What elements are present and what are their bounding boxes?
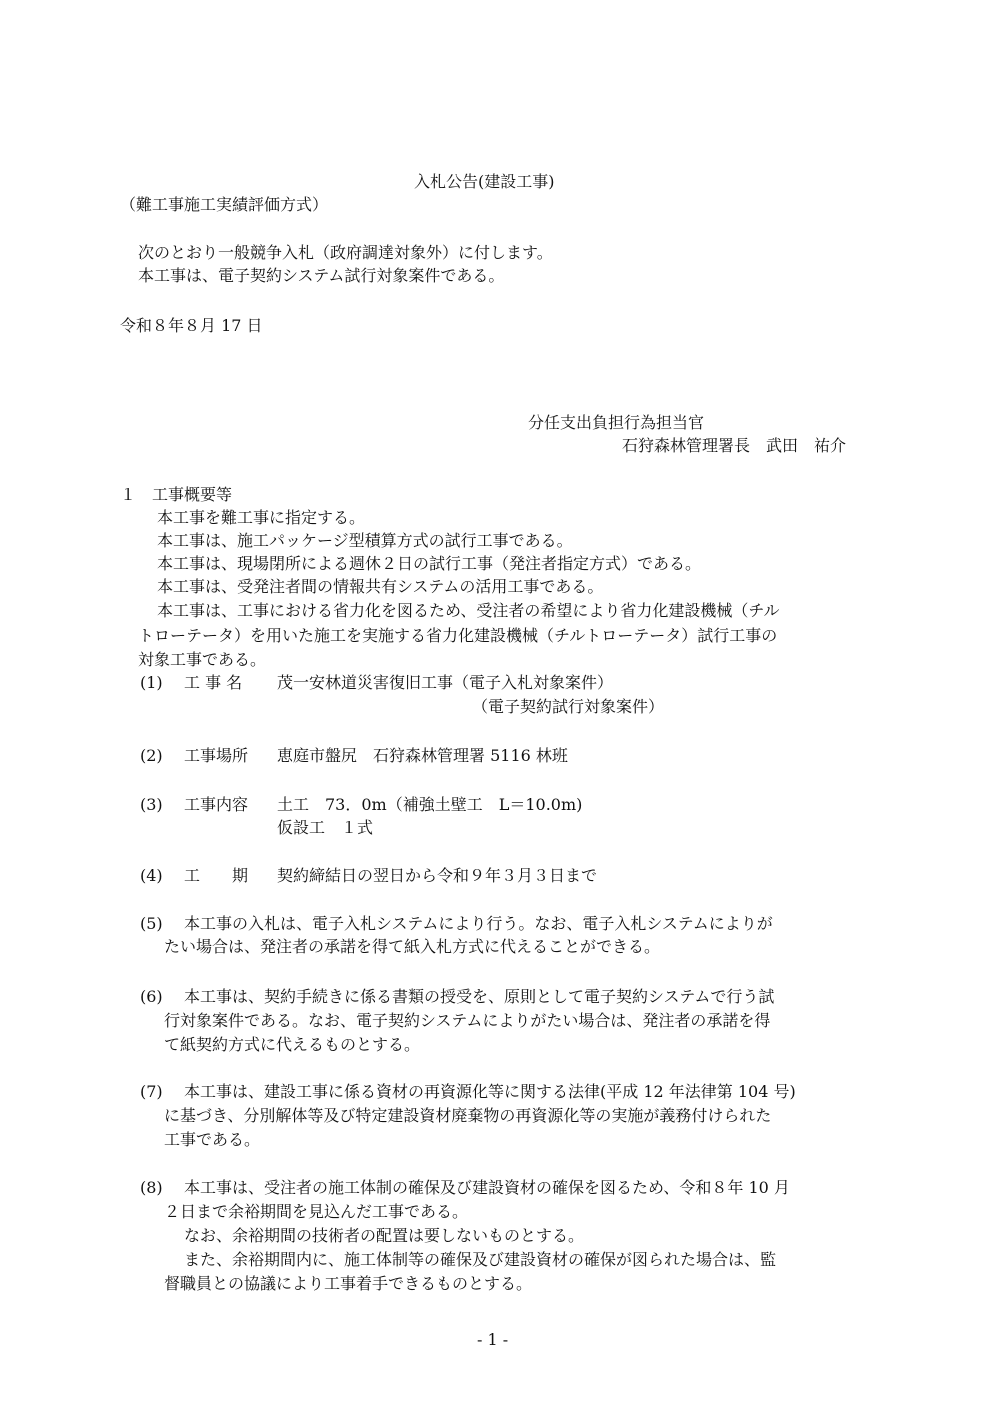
margin-period-line: ２日まで余裕期間を見込んだ工事である。 (164, 1202, 469, 1221)
labor-saving-line-2: トローテータ）を用いた施工を実施する省力化建設機械（チルトローテータ）試行工事の (138, 626, 778, 645)
item-number: (6) (140, 987, 163, 1006)
e-bid-line: たい場合は、発注者の承諾を得て紙入札方式に代えることができる。 (164, 937, 661, 956)
margin-period-line: 本工事は、受注者の施工体制の確保及び建設資材の確保を図るため、令和８年 10 月 (184, 1178, 790, 1197)
item-value-period: 契約締結日の翌日から令和９年３月３日まで (277, 866, 598, 885)
item-number: (1) (140, 673, 163, 692)
document-subtitle: （難工事施工実績評価方式） (120, 195, 329, 214)
item-value-place: 恵庭市盤尻 石狩森林管理署 5116 林班 (277, 746, 568, 765)
item-label-content: 工事内容 (184, 795, 249, 814)
section-paragraph: 本工事は、施工パッケージ型積算方式の試行工事である。 (157, 531, 573, 550)
item-number: (2) (140, 746, 163, 765)
section-paragraph: 本工事を難工事に指定する。 (157, 508, 366, 527)
section-heading: １ 工事概要等 (120, 485, 233, 504)
section-paragraph: 本工事は、受発注者間の情報共有システムの活用工事である。 (157, 577, 604, 596)
margin-period-line: 督職員との協議により工事着手できるものとする。 (164, 1274, 533, 1293)
recycling-line: 本工事は、建設工事に係る資材の再資源化等に関する法律(平成 12 年法律第 104 号) (184, 1082, 796, 1101)
item-label-period: 工 期 (184, 866, 249, 885)
page-number: - 1 - (477, 1330, 509, 1349)
item-label-name: 工 事 名 (184, 673, 243, 692)
issuer-position: 分任支出負担行為担当官 (528, 413, 705, 432)
document-title: 入札公告(建設工事) (414, 172, 555, 191)
e-bid-line: 本工事の入札は、電子入札システムにより行う。なお、電子入札システムによりが (184, 914, 773, 933)
intro-line-1: 次のとおり一般競争入札（政府調達対象外）に付します。 (138, 243, 553, 262)
section-paragraph: 本工事は、現場閉所による週休２日の試行工事（発注者指定方式）である。 (157, 554, 702, 573)
announcement-date: 令和８年８月 17 日 (120, 316, 263, 335)
item-number: (3) (140, 795, 163, 814)
item-value-content: 土工 73．0m（補強土壁工 L＝10.0m) (277, 795, 583, 814)
issuer-name: 石狩森林管理署長 武田 祐介 (622, 436, 847, 455)
intro-line-2: 本工事は、電子契約システム試行対象案件である。 (138, 266, 505, 285)
item-number: (5) (140, 914, 163, 933)
item-number: (8) (140, 1178, 163, 1197)
margin-period-line: なお、余裕期間の技術者の配置は要しないものとする。 (184, 1226, 585, 1245)
margin-period-line: また、余裕期間内に、施工体制等の確保及び建設資材の確保が図られた場合は、監 (184, 1250, 777, 1269)
recycling-line: 工事である。 (164, 1130, 261, 1149)
item-number: (7) (140, 1082, 163, 1101)
item-value-name: 茂一安林道災害復旧工事（電子入札対象案件） (277, 673, 614, 692)
labor-saving-line-3: 対象工事である。 (138, 650, 267, 669)
labor-saving-line-1: 本工事は、工事における省力化を図るため、受注者の希望により省力化建設機械（チル (157, 601, 780, 620)
e-contract-line: 行対象案件である。なお、電子契約システムによりがたい場合は、発注者の承諾を得 (164, 1011, 771, 1030)
recycling-line: に基づき、分別解体等及び特定建設資材廃棄物の再資源化等の実施が義務付けられた (164, 1106, 772, 1125)
item-label-place: 工事場所 (184, 746, 249, 765)
item-value-name-sub: （電子契約試行対象案件） (472, 697, 665, 716)
e-contract-line: て紙契約方式に代えるものとする。 (164, 1035, 421, 1054)
item-value-content-sub: 仮設工 １式 (277, 818, 374, 837)
item-number: (4) (140, 866, 163, 885)
e-contract-line: 本工事は、契約手続きに係る書類の授受を、原則として電子契約システムで行う試 (184, 987, 775, 1006)
